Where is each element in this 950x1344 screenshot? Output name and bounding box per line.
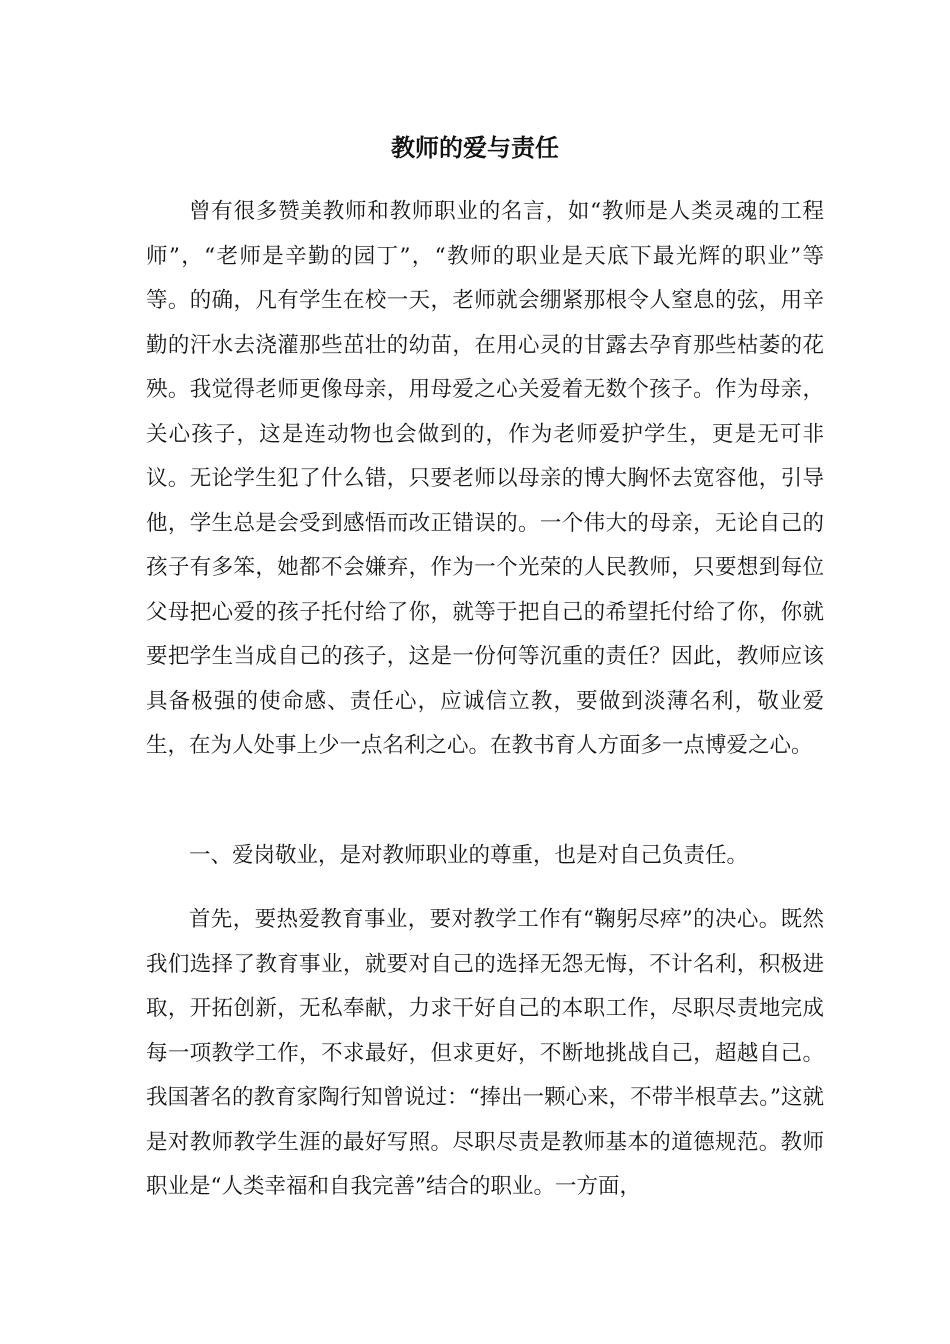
paragraph-section-1 <box>146 898 824 1210</box>
paragraph-text: 首先，要热爱教育事业，要对教学工作有“鞠躬尽瘁”的决心。既然我们选择了教育事业，就要对自己的选择无怨无悔，不计名利，积极进取，开拓创新，无私奉献，力求干好自己的本职工作，尽职尽责地完成每一项教学工作，不求最好，但求更好，不断地挑战自己，超越自己。我国著名的教育家陶行知曾说过：“捧出一颗心来，不带半根草去。”这就是对教师教学生涯的最好写照。尽职尽责是教师基本的道德规范。教师职业是“人类幸福和自我完善”结合的职业。一方面， <box>146 907 824 1199</box>
section-heading-1 <box>146 834 824 879</box>
paragraph-intro <box>146 190 824 769</box>
section-heading-text: 一、爱岗敬业，是对教师职业的尊重，也是对自己负责任。 <box>189 843 749 868</box>
document-title: 教师的爱与责任 <box>391 133 559 162</box>
paragraph-text: 曾有很多赞美教师和教师职业的名言，如“教师是人类灵魂的工程师”，“老师是辛勤的园丁”，“教师的职业是天底下最光辉的职业”等等。的确，凡有学生在校一天，老师就会绷紧那根令人窒息的弦，用辛勤的汗水去浇灌那些茁壮的幼苗，在用心灵的甘露去孕育那些枯萎的花殃。我觉得老师更像母亲，用母爱之心关爱着无数个孩子。作为母亲，关心孩子，这是连动物也会做到的，作为老师爱护学生，更是无可非议。无论学生犯了什么错，只要老师以母亲的博大胸怀去宽容他，引导他，学生总是会受到感悟而改正错误的。一个伟大的母亲，无论自己的孩子有多笨，她都不会嫌弃，作为一个光荣的人民教师，只要想到每位父母把心爱的孩子托付给了你，就等于把自己的希望托付给了你，你就要把学生当成自己的孩子，这是一份何等沉重的责任？因此，教师应该具备极强的使命感、责任心，应诚信立教，要做到淡薄名利，敬业爱生，在为人处事上少一点名利之心。在教书育人方面多一点博爱之心。 <box>146 199 824 758</box>
